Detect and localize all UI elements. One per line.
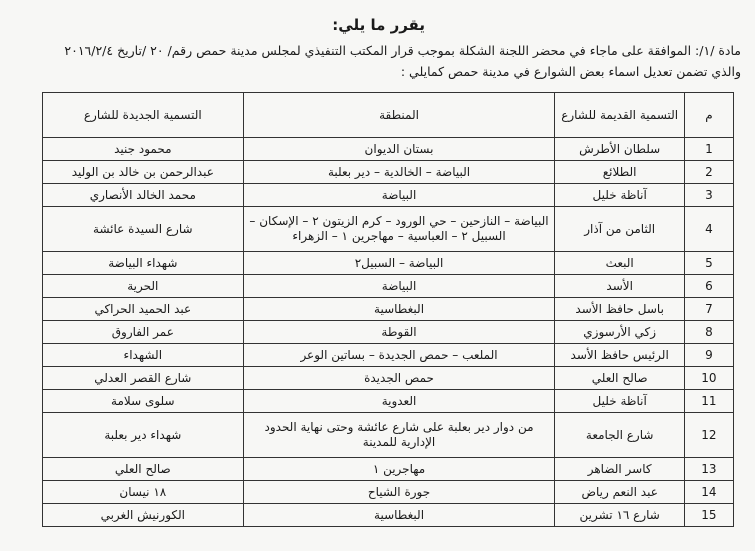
cell-number: 5 — [684, 252, 733, 275]
table-header-row — [43, 93, 734, 138]
cell-area: البياضة — [243, 184, 555, 207]
cell-old-name: شارع ١٦ تشرين — [555, 504, 684, 527]
cell-number: 7 — [684, 298, 733, 321]
cell-old-name: باسل حافظ الأسد — [555, 298, 684, 321]
table-row — [43, 413, 734, 458]
table-row — [43, 367, 734, 390]
header-new-name-label: التسمية الجديدة للشارع — [83, 108, 202, 122]
table-row — [43, 207, 734, 252]
cell-new-name: شارع السيدة عائشة — [43, 207, 244, 252]
table-row — [43, 184, 734, 207]
cell-old-name: الثامن من آذار — [555, 207, 684, 252]
cell-new-name: ١٨ نيسان — [43, 481, 244, 504]
table-row — [43, 481, 734, 504]
cell-area: جورة الشياح — [243, 481, 555, 504]
cell-area: البياضة – النازحين – حي الورود – كرم الزيتون ٢ – الإسكان – السبيل ٢ – العباسية – مهاجرين ١ – الزهراء — [243, 207, 555, 252]
table-row — [43, 138, 734, 161]
header-new-name — [43, 93, 244, 138]
cell-old-name: زكي الأرسوزي — [555, 321, 684, 344]
header-area-label: المنطقة — [379, 108, 419, 122]
cell-area: الملعب – حمص الجديدة – بساتين الوعر — [243, 344, 555, 367]
cell-area: البياضة – السبيل٢ — [243, 252, 555, 275]
cell-old-name: الرئيس حافظ الأسد — [555, 344, 684, 367]
cell-number: 10 — [684, 367, 733, 390]
table-body — [43, 138, 734, 527]
cell-number: 6 — [684, 275, 733, 298]
cell-old-name: شارع الجامعة — [555, 413, 684, 458]
table-row — [43, 458, 734, 481]
table-row — [43, 252, 734, 275]
table-row — [43, 161, 734, 184]
cell-old-name: صالح العلي — [555, 367, 684, 390]
header-area — [243, 93, 555, 138]
cell-new-name: شهداء البياضة — [43, 252, 244, 275]
cell-number: 12 — [684, 413, 733, 458]
cell-old-name: آناظة خليل — [555, 390, 684, 413]
cell-new-name: صالح العلي — [43, 458, 244, 481]
cell-area: البغطاسية — [243, 298, 555, 321]
cell-area: البغطاسية — [243, 504, 555, 527]
cell-old-name: آناظة خليل — [555, 184, 684, 207]
cell-number: 14 — [684, 481, 733, 504]
article-one-text: مادة /١/: الموافقة على ماجاء في محضر اللجنة الشكلة بموجب قرار المكتب التنفيذي لمجلس مدينة حمص رقم/ ٢٠ /تاريخ ٢٠١٦/٢/٤ والذي تضمن تعديل اسماء بعض الشوارع في مدينة حمص كمايلي : — [64, 43, 741, 79]
cell-old-name: البعث — [555, 252, 684, 275]
table-row — [43, 321, 734, 344]
cell-area: حمص الجديدة — [243, 367, 555, 390]
cell-area: القوطة — [243, 321, 555, 344]
cell-new-name: الحرية — [43, 275, 244, 298]
cell-number: 1 — [684, 138, 733, 161]
cell-old-name: كاسر الضاهر — [555, 458, 684, 481]
cell-old-name: عبد النعم رياض — [555, 481, 684, 504]
cell-area: مهاجرين ١ — [243, 458, 555, 481]
cell-old-name: الطلائع — [555, 161, 684, 184]
cell-number: 3 — [684, 184, 733, 207]
cell-old-name: سلطان الأطرش — [555, 138, 684, 161]
decision-heading: يقرر ما يلي: — [332, 16, 425, 34]
cell-new-name: عبدالرحمن بن خالد بن الوليد — [43, 161, 244, 184]
cell-number: 9 — [684, 344, 733, 367]
cell-new-name: سلوى سلامة — [43, 390, 244, 413]
cell-number: 8 — [684, 321, 733, 344]
cell-new-name: شهداء دير بعلبة — [43, 413, 244, 458]
cell-number: 4 — [684, 207, 733, 252]
cell-number: 2 — [684, 161, 733, 184]
cell-number: 15 — [684, 504, 733, 527]
cell-new-name: محمد الخالد الأنصاري — [43, 184, 244, 207]
table-row — [43, 344, 734, 367]
table-row — [43, 275, 734, 298]
cell-area: من دوار دير بعلبة على شارع عائشة وحتى نهاية الحدود الإدارية للمدينة — [243, 413, 555, 458]
cell-area: البياضة — [243, 275, 555, 298]
header-old-name: التسمية القديمة للشارع — [555, 93, 684, 138]
cell-new-name: الكورنيش الغربي — [43, 504, 244, 527]
header-number: م — [684, 93, 733, 138]
cell-new-name: عمر الفاروق — [43, 321, 244, 344]
cell-area: بستان الديوان — [243, 138, 555, 161]
cell-new-name: شارع القصر العدلي — [43, 367, 244, 390]
cell-area: العدوية — [243, 390, 555, 413]
table-row — [43, 390, 734, 413]
cell-number: 11 — [684, 390, 733, 413]
table-row — [43, 298, 734, 321]
cell-new-name: الشهداء — [43, 344, 244, 367]
cell-old-name: الأسد — [555, 275, 684, 298]
street-names-table — [42, 92, 734, 527]
cell-number: 13 — [684, 458, 733, 481]
cell-area: البياضة – الخالدية – دير بعلبة — [243, 161, 555, 184]
table-row — [43, 504, 734, 527]
cell-new-name: محمود جنيد — [43, 138, 244, 161]
cell-new-name: عبد الحميد الحراكي — [43, 298, 244, 321]
